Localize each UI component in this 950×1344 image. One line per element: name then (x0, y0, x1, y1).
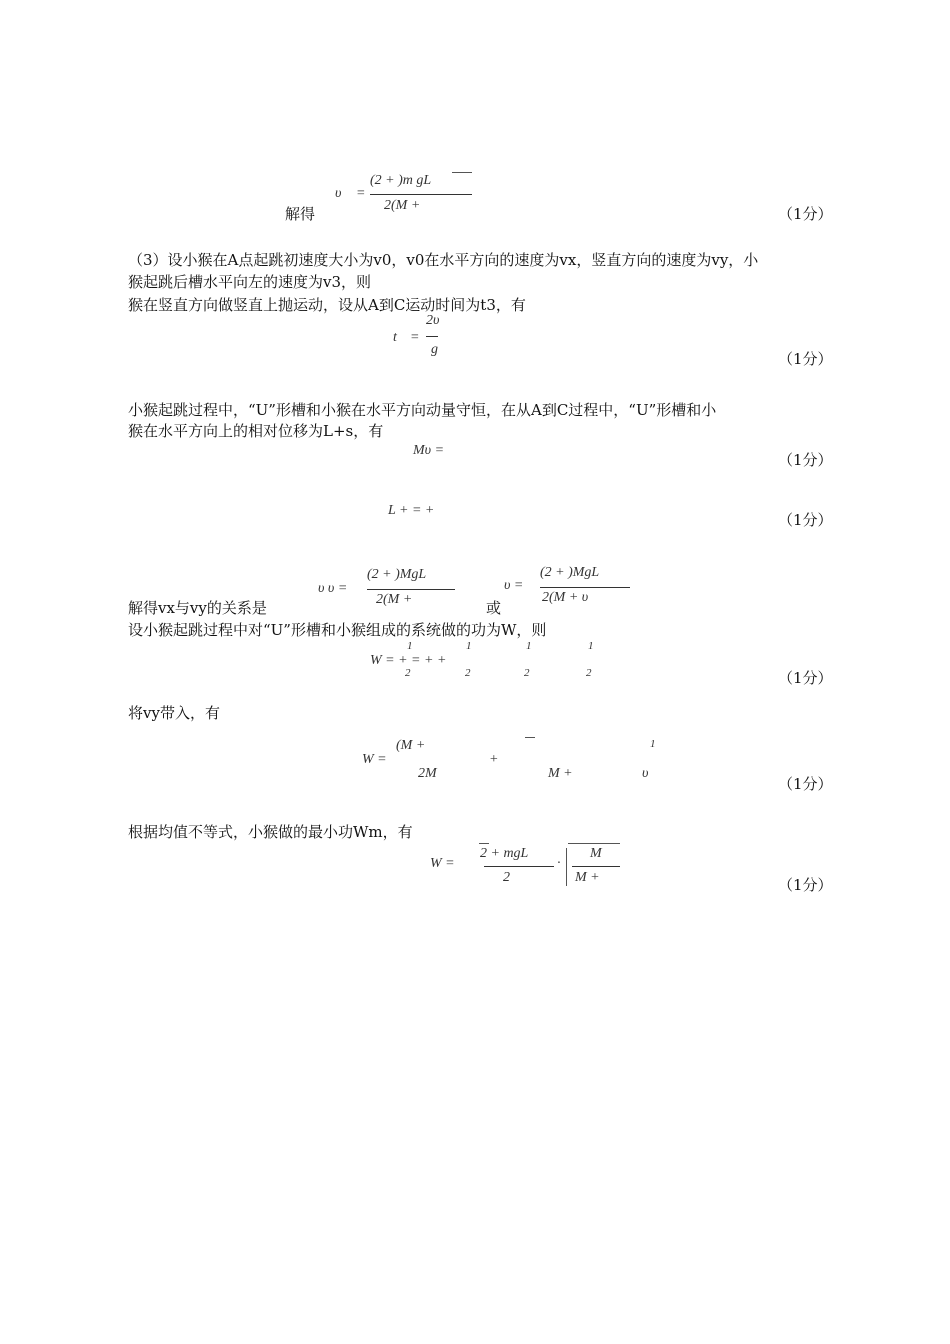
eq8-denominator-2: M + (575, 870, 600, 885)
eq6-half-num: 1 (466, 640, 472, 652)
eq8-lhs: W = (430, 856, 455, 871)
eq8-sqrt-bar (479, 843, 489, 844)
solution-label: 解得 (285, 205, 316, 223)
eq1-equals: = (356, 186, 366, 201)
eq7-fragment: 1 (650, 738, 656, 750)
eq6-half-den: 2 (465, 667, 471, 679)
eq5a-lhs: υ υ = (318, 581, 348, 596)
eq6-half-num: 1 (588, 640, 594, 652)
eq1-numerator: (2 + )m gL (370, 173, 432, 188)
paragraph-4-line-2: 猴在水平方向上的相对位移为L+s，有 (128, 422, 384, 440)
work-intro: 设小猴起跳过程中对“U”形槽和小猴组成的系统做的功为W，则 (128, 621, 547, 639)
eq5b-lhs: υ = (504, 578, 524, 593)
eq7-numerator: (M + (396, 738, 426, 753)
eq2-fraction-line (426, 336, 438, 337)
eq8-sqrt-bar-2 (568, 843, 620, 844)
eq7-denominator-2: M + (548, 766, 573, 781)
eq6-body: W = + = + + (370, 653, 447, 668)
or-label: 或 (486, 599, 502, 617)
equation-displacement: L + = + (388, 503, 435, 518)
eq7-tail: υ (642, 766, 649, 781)
eq7-sqrt-bar (525, 737, 535, 738)
eq5a-denominator: 2(M + (376, 592, 413, 607)
paragraph-3-line-1: （3）设小猴在A点起跳初速度大小为v0，v0在水平方向的速度为vx，竖直方向的速度为vy，小 (128, 251, 759, 269)
equation-momentum: Mυ = (413, 443, 445, 458)
eq8-denominator: 2 (503, 870, 510, 885)
eq2-numerator: 2υ (426, 313, 440, 328)
eq7-plus: + (489, 752, 499, 767)
eq1-denominator: 2(M + (384, 198, 421, 213)
substitute-label: 将vy带入，有 (128, 704, 220, 722)
eq2-denominator: g (431, 342, 438, 357)
eq8-fraction-line-2 (572, 866, 620, 867)
eq1-fraction-line (370, 194, 472, 195)
eq6-half-num: 1 (526, 640, 532, 652)
score-label: （1分） (778, 511, 833, 529)
score-label: （1分） (778, 876, 833, 894)
score-label: （1分） (778, 205, 833, 223)
eq7-lhs: W = (362, 752, 387, 767)
eq6-half-den: 2 (524, 667, 530, 679)
score-label: （1分） (778, 451, 833, 469)
eq7-denominator: 2M (418, 766, 437, 781)
eq8-numerator-2: M (590, 846, 602, 861)
eq6-half-num: 1 (407, 640, 413, 652)
eq6-half-den: 2 (405, 667, 411, 679)
score-label: （1分） (778, 775, 833, 793)
eq5a-numerator: (2 + )MgL (367, 567, 427, 582)
eq1-sqrt-bar (452, 172, 472, 173)
eq8-sqrt-stem (566, 848, 567, 886)
eq6-half-den: 2 (586, 667, 592, 679)
eq8-numerator: 2 + mgL (480, 846, 529, 861)
eq5b-fraction-line (540, 587, 630, 588)
eq8-fraction-line (484, 866, 554, 867)
eq5b-denominator: 2(M + υ (542, 590, 589, 605)
eq8-dot: · (557, 856, 561, 871)
eq1-lhs: υ (335, 186, 342, 201)
score-label: （1分） (778, 669, 833, 687)
paragraph-4-line-1: 小猴起跳过程中，“U”形槽和小猴在水平方向动量守恒，在从A到C过程中，“U”形槽和小 (128, 401, 717, 419)
eq5b-numerator: (2 + )MgL (540, 565, 600, 580)
paragraph-3-line-2: 猴起跳后槽水平向左的速度为v3，则 (128, 273, 372, 291)
relation-label: 解得vx与vy的关系是 (128, 599, 267, 617)
inequality-intro: 根据均值不等式，小猴做的最小功Wm，有 (128, 823, 413, 841)
eq2-lhs: t (393, 330, 397, 345)
paragraph-3-line-3: 猴在竖直方向做竖直上抛运动，设从A到C运动时间为t3，有 (128, 296, 526, 314)
score-label: （1分） (778, 350, 833, 368)
eq5a-fraction-line (367, 589, 455, 590)
eq2-equals: = (410, 330, 420, 345)
